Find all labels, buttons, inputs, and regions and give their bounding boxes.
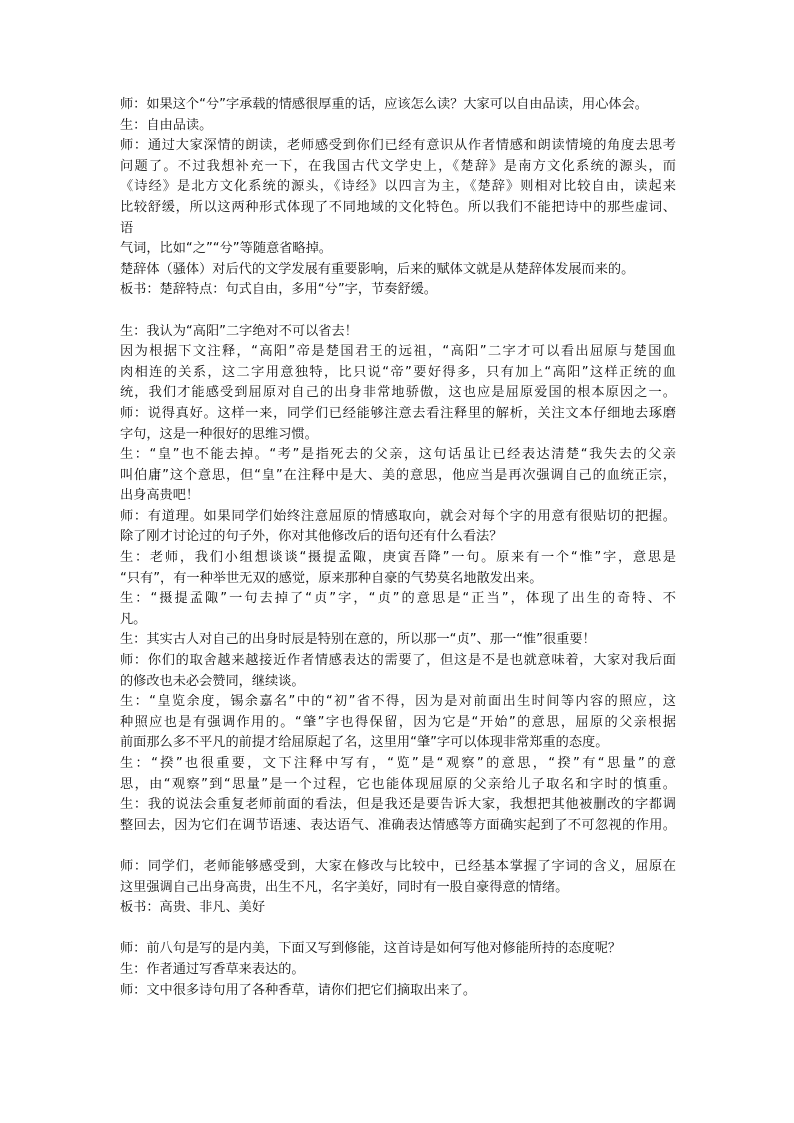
text-line: 出身高贵吧！ xyxy=(120,488,200,504)
blank-line xyxy=(120,919,676,940)
blank-line xyxy=(120,836,676,857)
document-page xyxy=(120,95,676,1001)
text-line: 生：“皇”也不能去掉。“考”是指死去的父亲，这句话虽让已经表达清楚“我失去的父亲 xyxy=(120,447,676,463)
text-line: 师：如果这个“兮”字承载的情感很厚重的话，应该怎么读？大家可以自由品读，用心体会。 xyxy=(120,97,648,112)
text-line: 板书：楚辞特点：句式自由，多用“兮”字，节奏舒缓。 xyxy=(120,282,437,298)
text-line: 生：“摄提孟陬”一句去掉了“贞”字，“贞”的意思是“正当”，体现了出生的奇特、不 xyxy=(120,591,676,607)
text-line: 整回去，因为它们在调节语速、表达语气、准确表达情感等方面确实起到了不可忽视的作用。 xyxy=(120,817,676,833)
text-line: 除了刚才讨论过的句子外，你对其他修改后的语句还有什么看法？ xyxy=(120,529,503,545)
text-line: 生：“皇览余度，锡余嘉名”中的“初”省不得，因为是对前面出生时间等内容的照应，这 xyxy=(120,694,676,710)
text-line: 气词，比如“之”“兮”等随意省略掉。 xyxy=(120,241,332,257)
text-line: 楚辞体（骚体）对后代的文学发展有重要影响，后来的赋体文就是从楚辞体发展而来的。 xyxy=(120,261,635,277)
text-line: 师：有道理。如果同学们始终注意屈原的情感取向，就会对每个字的用意有很贴切的把握。 xyxy=(120,508,676,524)
text-line: 凡。 xyxy=(120,611,147,627)
text-line: 问题了。不过我想补充一下，在我国古代文学史上，《楚辞》是南方文化系统的源头，而 xyxy=(120,158,676,174)
text-line: 这里强调自己出身高贵，出生不凡，名字美好，同时有一股自豪得意的情绪。 xyxy=(120,879,569,895)
text-line: 叫伯庸”这个意思，但“皇”在注释中是大、美的意思，他应当是再次强调自己的血统正宗， xyxy=(120,467,676,483)
text-line: 师：同学们，老师能够感受到，大家在修改与比较中，已经基本掌握了字词的含义，屈原在 xyxy=(120,858,676,874)
text-line: 师：你们的取舍越来越接近作者情感表达的需要了，但这是不是也就意味着，大家对我后面 xyxy=(120,653,676,669)
text-line: 字句，这是一种很好的思维习惯。 xyxy=(120,426,318,442)
text-line: 肉相连的关系，这二字用意独特，比只说“帝”要好得多，只有加上“高阳”这样正统的血 xyxy=(120,364,676,380)
text-line: 种照应也是有强调作用的。“肇”字也得保留，因为它是“开始”的意思，屈原的父亲根据 xyxy=(120,714,676,730)
text-line: 生：自由品读。 xyxy=(120,117,213,133)
text-line: 生：“揆”也很重要，文下注释中写有，“览”是“观察”的意思，“揆”有“思量”的意 xyxy=(120,756,676,771)
text-line: 师：前八句是写的是内美，下面又写到修能，这首诗是如何写他对修能所持的态度呢？ xyxy=(120,941,622,957)
text-line: 语 xyxy=(120,220,134,236)
text-line: 《诗经》是北方文化系统的源头，《诗经》以四言为主，《楚辞》则相对比较自由，读起来 xyxy=(120,179,676,195)
text-line: 生：作者通过写香草来表达的。 xyxy=(120,961,305,977)
text-line: 生：老师，我们小组想谈谈“摄提孟陬，庚寅吾降”一句。原来有一个“惟”字，意思是 xyxy=(120,550,676,566)
blank-line xyxy=(120,301,676,322)
text-line: 前面那么多不平凡的前提才给屈原起了名，这里用“肇”字可以体现非常郑重的态度。 xyxy=(120,735,609,751)
text-line: 统，我们才能感受到屈原对自己的出身非常地骄傲，这也应是屈原爱国的根本原因之一。 xyxy=(120,385,676,401)
text-line: 师：说得真好。这样一来，同学们已经能够注意去看注释里的解析，关注文本仔细地去琢磨 xyxy=(120,405,676,421)
text-line: 比较舒缓，所以这两种形式体现了不同地域的文化特色。所以我们不能把诗中的那些虚词、 xyxy=(120,199,676,215)
text-line: “只有”，有一种举世无双的感觉，原来那种自豪的气势莫名地散发出来。 xyxy=(120,570,543,586)
text-line: 板书：高贵、非凡、美好 xyxy=(120,900,266,916)
text-line: 生：我的说法会重复老师前面的看法，但是我还是要告诉大家，我想把其他被删改的字都调 xyxy=(120,797,676,813)
text-line: 生：其实古人对自己的出身时辰是特别在意的，所以那一“贞”、那一“惟”很重要！ xyxy=(120,632,596,648)
text-line: 思，由“观察”到“思量”是一个过程，它也能体现屈原的父亲给儿子取名和字时的慎重。 xyxy=(120,776,676,792)
text-line: 师：通过大家深情的朗读，老师感受到你们已经有意识从作者情感和朗读情境的角度去思考 xyxy=(120,138,676,154)
text-line: 因为根据下文注释，“高阳”帝是楚国君王的远祖，“高阳”二字才可以看出屈原与楚国血 xyxy=(120,344,676,360)
text-line: 生：我认为“高阳”二字绝对不可以省去！ xyxy=(120,323,358,339)
text-line: 师：文中很多诗句用了各种香草，请你们把它们摘取出来了。 xyxy=(120,982,477,998)
text-line: 的修改也未必会赞同，继续谈。 xyxy=(120,673,305,689)
